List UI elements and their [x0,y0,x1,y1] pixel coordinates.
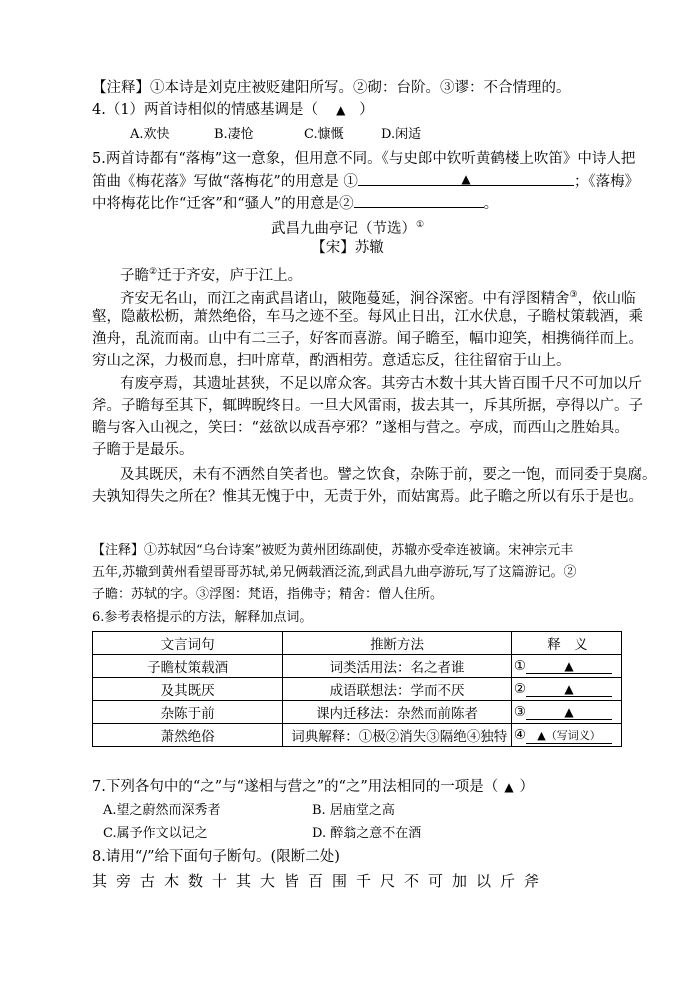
q7-options-row-2 [103,824,421,844]
poem-notes: 【注释】①本诗是刘克庄被贬建阳所写。②砌：台阶。③谬：不合情理的。 [92,80,571,96]
question-8-stem: 8.请用“/”给下面句子断句。(限断二处) [92,849,340,865]
q7-option-d: D. 醉翁之意不在酒 [312,826,422,841]
q7-options-row-1 [103,801,395,821]
q7-option-a: A.望之蔚然而深秀者 [103,803,221,818]
q4-option-a: A.欢快 [130,127,170,142]
q4-option-d: D.闲适 [381,127,422,142]
column-header: 文言词句 [93,632,283,655]
table-row: 子瞻杖策载酒 词类活用法：名之者谁 ① ▲ [93,655,622,678]
article-title: 武昌九曲亭记（节选）① [270,220,425,237]
answer-blank[interactable]: ▲ [526,705,612,720]
q7-option-c: C.属予作文以记之 [103,826,208,841]
table-header-row [93,632,622,655]
q4-stem: 4.（1）两首诗相似的情感基调是（ [92,102,319,118]
exam-page: 【注释】①本诗是刘克庄被贬建阳所写。②砌：台阶。③谬：不合情理的。 4.（1）两首诗相似的情感基调是（ ▲ ） A.欢快 B.凄怆 C.慷慨 D.闲适 5.两首诗都有“落梅”这一意象，但用意不同。《与史郎中钦听黄鹤楼上吹笛》中诗人把 笛曲《梅花落》写做“落梅花”的用意是 ① ▲ ；《落梅》 中将梅花比作“迁客”和“骚人”的用意是② 。 武昌九曲亭记（节选）① 【宋】苏辙 子瞻②迁于齐安，庐于江上。 齐安无名山，而江之南武昌诸山，陂陁蔓延，涧谷深密。中有浮图精舍③，依山临 壑，隐蔽松枥，萧然绝俗，车马之迹不至。每风止日出，江水伏息，子瞻杖策载酒，乘 渔舟，乱流而南。山中有二三子，好客而喜游。闻子瞻至，幅巾迎笑，相携徜徉而上。 穷山之深，力极而息，扫叶席草，酌酒相劳。意适忘反，往往留宿于山上。 有废亭焉，其遗址甚狭，不足以席众客。其旁古木数十其大皆百围千尺不可加以斤 斧。子瞻每至其下，辄睥睨终日。一旦大风雷雨，拔去其一，斥其所据，亭得以广。子 瞻与客入山视之，笑曰：“兹欲以成吾亭邪？”遂相与营之。亭成，而西山之胜始具。 子瞻于是最乐。 及其既厌，未有不洒然自笑者也。譬之饮食，杂陈于前，要之一饱，而同委于臭腐。 夫孰知得失之所在？惟其无愧于中，无责于外，而姑寓焉。此子瞻之所以有乐于是也。 【注释】①苏轼因“乌台诗案”被贬为黄州团练副使，苏辙亦受牵连被谪。宋神宗元丰 五年,苏辙到黄州看望哥哥苏轼,弟兄俩载酒泛流,到武昌九曲亭游玩,写了这篇游记。② 子瞻：苏轼的字。③浮图：梵语，指佛寺；精舍：僧人住所。 6.参考表格提示的方法，解释加点词。 文言词句 推断方法 释 义 子瞻杖策载酒 词类活用法：名之者谁 ① ▲ 及其既厌 成语联想法：学而不厌 ② ▲ 杂陈于前 课内迁移法：杂然而前陈者 ③ ▲ 萧然绝俗 词典解释：①极②消失③隔绝④独特 ④ ▲（写词义） 7.下列各句中的“之”与“遂相与营之”的“之”用法相同的一项是（ ▲ ） A.望之蔚然而深秀者 B. 居庙堂之高 C.属予作文以记之 D. 醉翁之意不在酒 8.请用“/”给下面句子断句。(限断二处) 其旁古木数十其大皆百围千尺不可加以斤斧 [0,0,695,983]
table-row: 萧然绝俗 词典解释：①极②消失③隔绝④独特 ④ ▲（写词义） [93,724,622,747]
q7-option-b: B. 居庙堂之高 [312,803,395,818]
q5-blank-1[interactable]: ▲ [358,171,574,186]
answer-blank[interactable]: ▲ [526,659,612,674]
table-row: 杂陈于前 课内迁移法：杂然而前陈者 ③ ▲ [93,701,622,724]
q5-line-1: 5.两首诗都有“落梅”这一意象，但用意不同。《与史郎中钦听黄鹤楼上吹笛》中诗人把 [92,151,636,167]
q5-line-2: 笛曲《梅花落》写做“落梅花”的用意是 ① ▲ ；《落梅》 [92,172,640,190]
article-author: 【宋】苏辙 [311,240,384,256]
q8-sentence: 其旁古木数十其大皆百围千尺不可加以斤斧 [92,872,549,890]
article-paragraph-1: 子瞻②迁于齐安，庐于江上。 [120,267,303,284]
answer-blank[interactable]: ▲ [526,682,612,697]
answer-mark: ▲ [336,103,346,117]
question-7: 7.下列各句中的“之”与“遂相与营之”的“之”用法相同的一项是（ ▲ ） [92,779,535,795]
q5-blank-2[interactable] [354,193,484,208]
q4-options [130,125,421,145]
answer-blank[interactable]: ▲（写词义） [526,729,612,744]
q4-option-c: C.慷慨 [304,127,344,142]
answer-mark: ▲ [504,780,514,794]
q5-line-3: 中将梅花比作“迁客”和“骚人”的用意是② 。 [92,193,498,214]
column-header: 推断方法 [283,632,512,655]
q4-option-b: B.凄怆 [214,127,254,142]
q6-table [92,631,622,747]
question-6-stem: 6.参考表格提示的方法，解释加点词。 [92,610,313,625]
question-4: 4.（1）两首诗相似的情感基调是（ ▲ ） [92,102,374,118]
column-header: 释 义 [511,632,621,655]
table-row: 及其既厌 成语联想法：学而不厌 ② ▲ [93,678,622,701]
